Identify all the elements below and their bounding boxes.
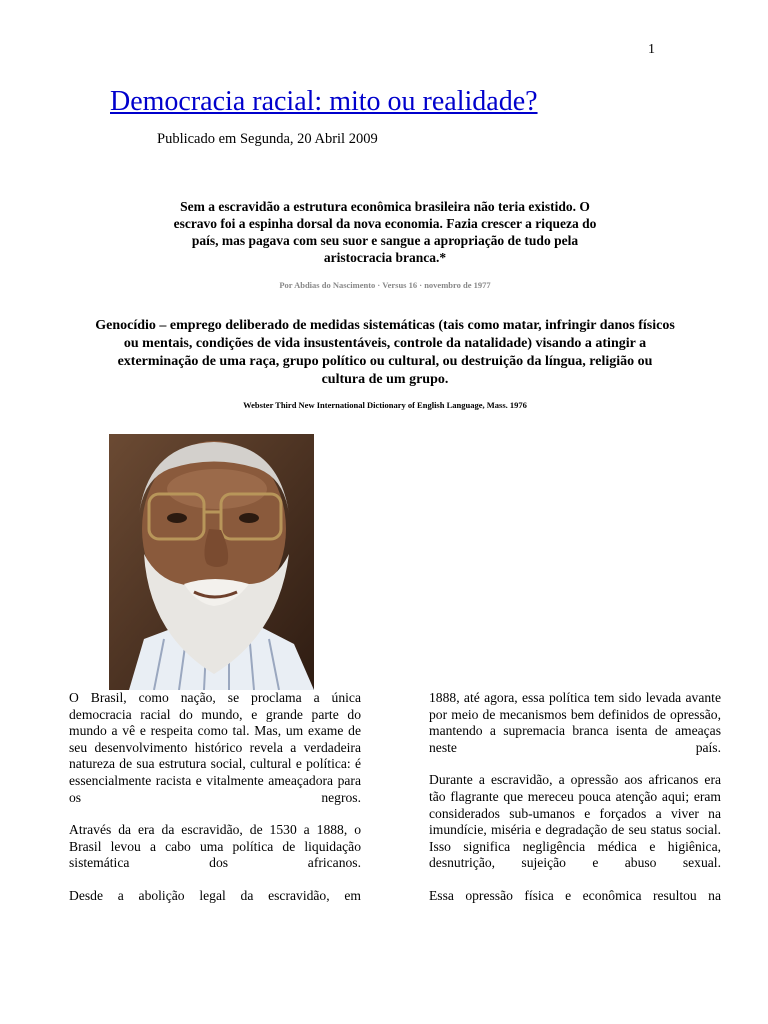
epigraph-quote: Sem a escravidão a estrutura econômica brasileira não teria existido. O escravo foi a espinha dorsal da nova economia. Fazia crescer a riqueza do país, mas pagava com seu suor e sangue a apropriação de tudo pela aristocracia branca.* <box>173 199 597 265</box>
body-column-left <box>69 690 361 921</box>
body-paragraph: Desde a abolição legal da escravidão, em <box>69 887 361 903</box>
article-title-link[interactable]: Democracia racial: mito ou realidade? <box>110 86 538 117</box>
body-paragraph: Essa opressão física e econômica resultou na <box>429 887 721 903</box>
body-paragraph: Através da era da escravidão, de 1530 a 1888, o Brasil levou a cabo uma política de liquidação sistemática dos africanos. <box>69 822 361 871</box>
publish-date: Publicado em Segunda, 20 Abril 2009 <box>157 131 378 147</box>
body-paragraph: Durante a escravidão, a opressão aos africanos era tão flagrante que mereceu pouca atenção aqui; eram considerados sub-umanos e forçados a viver na imundície, miséria e degradação de seu status social. Isso significa negligência médica e higiênica, desnutrição, sujeição e abuso sexual. <box>429 772 721 871</box>
epigraph-citation: Por Abdias do Nascimento · Versus 16 · novembro de 1977 <box>279 280 491 290</box>
genocide-definition-quote: Genocídio – emprego deliberado de medidas sistemáticas (tais como matar, infringir danos físicos ou mentais, condições de vida insustentáveis, controle da natalidade) visando a atingir a exterminação de uma raça, grupo político ou cultural, ou destruição da língua, religião ou cultura de um grupo. <box>95 318 675 387</box>
body-paragraph: 1888, até agora, essa política tem sido levada avante por meio de mecanismos bem definidos de opressão, mantendo a supremacia branca isenta de ameaças neste país. <box>429 690 721 755</box>
body-column-right <box>429 690 721 921</box>
page-number: 1 <box>648 42 655 57</box>
body-paragraph: O Brasil, como nação, se proclama a única democracia racial do mundo, e grande parte do mundo a vê e respeita como tal. Mas, um exame de seu desenvolvimento histórico revela a verdadeira natureza de sua estrutura social, cultural e política: é essencialmente racista e vitalmente ameaçadora para os negros. <box>69 690 361 805</box>
definition-citation: Webster Third New International Dictionary of English Language, Mass. 1976 <box>243 400 527 410</box>
portrait-photo <box>109 434 314 690</box>
